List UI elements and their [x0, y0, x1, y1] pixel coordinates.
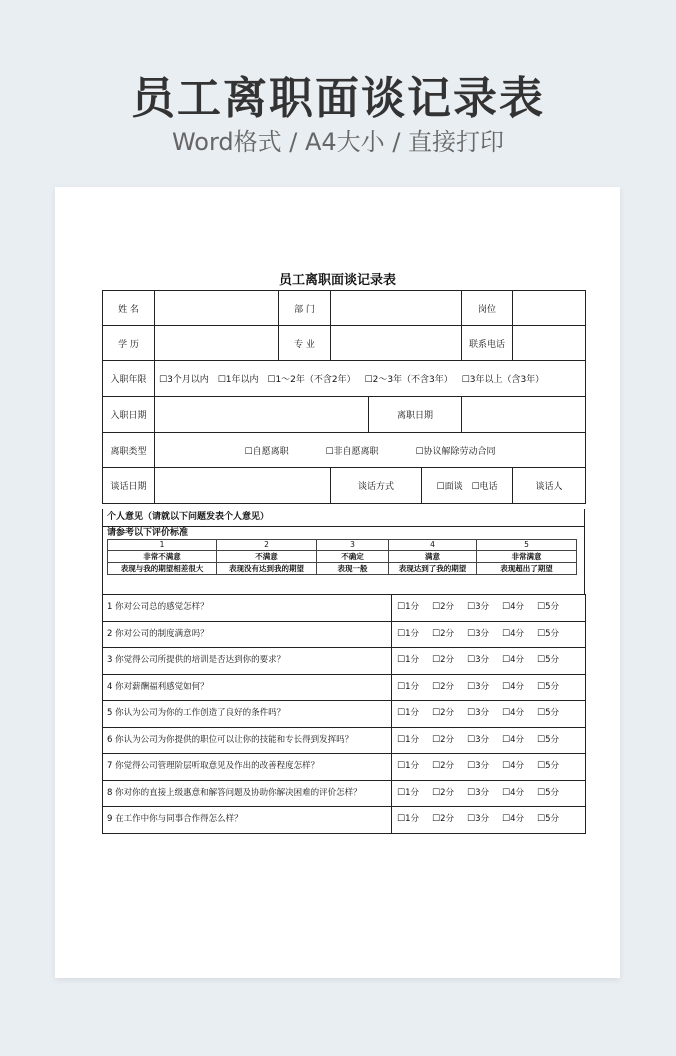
score-label: 4分 — [510, 655, 524, 666]
checkbox[interactable]: ☐ — [397, 787, 406, 798]
checkbox[interactable]: ☐ — [537, 602, 546, 613]
score-option[interactable] — [502, 708, 524, 719]
option-label: 电话 — [479, 482, 498, 492]
checkbox[interactable]: ☐ — [397, 602, 406, 613]
checkbox[interactable]: ☐ — [217, 375, 226, 385]
checkbox[interactable]: ☐ — [432, 602, 441, 613]
score-options — [392, 701, 586, 728]
score-option[interactable] — [537, 629, 559, 640]
score-option[interactable] — [397, 814, 419, 825]
question-row — [103, 701, 586, 728]
checkbox[interactable]: ☐ — [471, 482, 480, 492]
reference-heading: 请参考以下评价标准 — [102, 526, 585, 539]
question-row — [103, 595, 586, 622]
question-row — [103, 648, 586, 675]
score-label: 5分 — [545, 734, 559, 745]
leave-type-option[interactable] — [415, 444, 495, 457]
score-label: 2分 — [440, 708, 454, 719]
score-option[interactable] — [397, 629, 419, 640]
score-label: 4分 — [510, 681, 524, 692]
question-row — [103, 754, 586, 781]
score-label: 2分 — [440, 787, 454, 798]
score-label: 3分 — [475, 655, 489, 666]
score-option[interactable] — [432, 602, 454, 613]
option-label: 自愿离职 — [252, 446, 289, 457]
checkbox[interactable]: ☐ — [502, 602, 511, 613]
score-option[interactable] — [467, 735, 489, 746]
checkbox[interactable]: ☐ — [502, 814, 511, 825]
personal-opinion-heading: 个人意见（请就以下问题发表个人意见） — [102, 509, 585, 526]
score-label: 5分 — [545, 787, 559, 798]
score-label: 4分 — [510, 628, 524, 639]
checkbox[interactable]: ☐ — [461, 375, 470, 385]
score-option[interactable] — [467, 788, 489, 799]
score-label: 3分 — [475, 761, 489, 772]
checkbox[interactable]: ☐ — [502, 628, 511, 639]
score-option[interactable] — [502, 682, 524, 693]
scale-number: 2 — [217, 540, 317, 551]
score-option[interactable] — [432, 788, 454, 799]
hero-subtitle: Word格式 / A4大小 / 直接打印 — [171, 128, 505, 156]
education-label: 学 历 — [103, 326, 155, 361]
score-label: 4分 — [510, 787, 524, 798]
scale-description: 表现没有达到我的期望 — [217, 562, 317, 574]
score-option[interactable] — [537, 735, 559, 746]
question-text: 9 在工作中你与同事合作得怎么样？ — [103, 807, 392, 834]
score-options — [392, 727, 586, 754]
checkbox[interactable]: ☐ — [159, 375, 168, 385]
basic-info-table — [102, 290, 586, 504]
question-text: 3 你觉得公司所提供的培训是否达到你的要求？ — [103, 648, 392, 675]
score-option[interactable] — [432, 629, 454, 640]
department-label: 部 门 — [279, 291, 331, 326]
checkbox[interactable]: ☐ — [364, 375, 373, 385]
score-label: 4分 — [510, 734, 524, 745]
education-field[interactable] — [155, 326, 279, 361]
score-options — [392, 595, 586, 622]
score-label: 5分 — [545, 708, 559, 719]
interviewer-label: 谈话人 — [513, 468, 586, 504]
score-label: 1分 — [405, 761, 419, 772]
scale-number: 5 — [477, 540, 577, 551]
score-label: 3分 — [475, 787, 489, 798]
score-option[interactable] — [537, 708, 559, 719]
score-label: 2分 — [440, 681, 454, 692]
score-label: 4分 — [510, 602, 524, 613]
score-option[interactable] — [502, 761, 524, 772]
checkbox[interactable]: ☐ — [432, 681, 441, 692]
score-label: 3分 — [475, 734, 489, 745]
score-label: 3分 — [475, 708, 489, 719]
phone-field[interactable] — [513, 326, 586, 361]
method-option[interactable] — [436, 479, 462, 492]
join-date-label: 入职日期 — [103, 397, 155, 433]
score-option[interactable] — [537, 814, 559, 825]
score-label: 3分 — [475, 681, 489, 692]
document-title: 员工离职面谈记录表 — [278, 273, 396, 288]
question-text: 6 你认为公司为你提供的职位可以让你的技能和专长得到发挥吗？ — [103, 727, 392, 754]
tenure-options — [155, 361, 586, 397]
interview-date-label: 谈话日期 — [103, 468, 155, 504]
option-label: 非自愿离职 — [333, 446, 379, 457]
score-option[interactable] — [432, 735, 454, 746]
score-label: 3分 — [475, 602, 489, 613]
score-option[interactable] — [397, 788, 419, 799]
checkbox[interactable]: ☐ — [537, 708, 546, 719]
tenure-label: 入职年限 — [103, 361, 155, 397]
checkbox[interactable]: ☐ — [432, 761, 441, 772]
scale-level: 不确定 — [317, 550, 389, 562]
position-field[interactable] — [513, 291, 586, 326]
department-field[interactable] — [331, 291, 462, 326]
score-option[interactable] — [537, 788, 559, 799]
score-label: 3分 — [475, 814, 489, 825]
checkbox[interactable]: ☐ — [415, 446, 424, 457]
checkbox[interactable]: ☐ — [502, 681, 511, 692]
score-label: 5分 — [545, 681, 559, 692]
checkbox[interactable]: ☐ — [502, 734, 511, 745]
question-text: 7 你觉得公司管理阶层听取意见及作出的改善程度怎样？ — [103, 754, 392, 781]
option-label: 3个月以内 — [167, 375, 209, 385]
checkbox[interactable]: ☐ — [325, 446, 334, 457]
checkbox[interactable]: ☐ — [537, 787, 546, 798]
score-option[interactable] — [467, 682, 489, 693]
scale-number: 1 — [108, 540, 217, 551]
question-row — [103, 674, 586, 701]
checkbox[interactable]: ☐ — [397, 655, 406, 666]
scale-level: 满意 — [389, 550, 477, 562]
score-label: 5分 — [545, 628, 559, 639]
checkbox[interactable]: ☐ — [467, 761, 476, 772]
scale-level: 不满意 — [217, 550, 317, 562]
score-option[interactable] — [502, 788, 524, 799]
score-option[interactable] — [397, 602, 419, 613]
checkbox[interactable]: ☐ — [467, 787, 476, 798]
major-label: 专 业 — [279, 326, 331, 361]
score-option[interactable] — [397, 761, 419, 772]
score-option[interactable] — [502, 602, 524, 613]
score-option[interactable] — [502, 814, 524, 825]
tenure-option[interactable] — [365, 372, 453, 385]
score-label: 2分 — [440, 734, 454, 745]
score-option[interactable] — [537, 602, 559, 613]
score-label: 2分 — [440, 655, 454, 666]
score-label: 1分 — [405, 602, 419, 613]
score-label: 5分 — [545, 814, 559, 825]
score-label: 1分 — [405, 814, 419, 825]
score-label: 2分 — [440, 814, 454, 825]
checkbox[interactable]: ☐ — [397, 708, 406, 719]
checkbox[interactable]: ☐ — [432, 628, 441, 639]
score-option[interactable] — [502, 629, 524, 640]
option-label: 2～3年（不含3年） — [372, 375, 453, 385]
score-option[interactable] — [432, 708, 454, 719]
checkbox[interactable]: ☐ — [397, 761, 406, 772]
scale-number: 4 — [389, 540, 477, 551]
score-option[interactable] — [502, 655, 524, 666]
checkbox[interactable]: ☐ — [537, 814, 546, 825]
score-label: 1分 — [405, 734, 419, 745]
interview-date-field[interactable] — [155, 468, 331, 504]
question-text: 1 你对公司总的感觉怎样？ — [103, 595, 392, 622]
checkbox[interactable]: ☐ — [436, 482, 445, 492]
position-label: 岗位 — [462, 291, 513, 326]
leave-type-options — [155, 433, 586, 468]
scale-description: 表现达到了我的期望 — [389, 562, 477, 574]
score-label: 2分 — [440, 628, 454, 639]
name-label: 姓 名 — [103, 291, 155, 326]
checkbox[interactable]: ☐ — [537, 655, 546, 666]
join-date-field[interactable] — [155, 397, 369, 433]
question-row — [103, 780, 586, 807]
leave-type-option[interactable] — [245, 444, 289, 457]
score-option[interactable] — [467, 708, 489, 719]
score-label: 5分 — [545, 655, 559, 666]
score-label: 5分 — [545, 602, 559, 613]
checkbox[interactable]: ☐ — [267, 375, 276, 385]
score-label: 2分 — [440, 761, 454, 772]
checkbox[interactable]: ☐ — [467, 681, 476, 692]
checkbox[interactable]: ☐ — [537, 734, 546, 745]
score-label: 1分 — [405, 681, 419, 692]
leave-date-field[interactable] — [462, 397, 586, 433]
checkbox[interactable]: ☐ — [432, 708, 441, 719]
question-row — [103, 807, 586, 834]
question-text: 2 你对公司的制度满意吗？ — [103, 621, 392, 648]
scale-description: 表现一般 — [317, 562, 389, 574]
option-label: 1～2年（不含2年） — [275, 375, 356, 385]
tenure-option[interactable] — [159, 372, 209, 385]
option-label: 面谈 — [444, 482, 463, 492]
score-options — [392, 807, 586, 834]
score-label: 5分 — [545, 761, 559, 772]
score-label: 3分 — [475, 628, 489, 639]
score-option[interactable] — [537, 761, 559, 772]
checkbox[interactable]: ☐ — [467, 708, 476, 719]
checkbox[interactable]: ☐ — [397, 628, 406, 639]
checkbox[interactable]: ☐ — [502, 655, 511, 666]
score-label: 4分 — [510, 708, 524, 719]
option-label: 1年以内 — [225, 375, 259, 385]
score-option[interactable] — [467, 761, 489, 772]
checkbox[interactable]: ☐ — [432, 734, 441, 745]
checkbox[interactable]: ☐ — [397, 681, 406, 692]
rating-scale-table — [107, 539, 577, 575]
leave-date-label: 离职日期 — [369, 397, 462, 433]
score-label: 2分 — [440, 602, 454, 613]
leave-type-option[interactable] — [325, 444, 378, 457]
score-option[interactable] — [397, 655, 419, 666]
method-option[interactable] — [471, 479, 497, 492]
score-label: 1分 — [405, 787, 419, 798]
score-options — [392, 648, 586, 675]
major-field[interactable] — [331, 326, 462, 361]
score-option[interactable] — [502, 735, 524, 746]
scale-description: 表现与我的期望相差很大 — [108, 562, 217, 574]
checkbox[interactable]: ☐ — [502, 787, 511, 798]
document-page — [55, 187, 620, 978]
score-option[interactable] — [432, 655, 454, 666]
score-option[interactable] — [432, 682, 454, 693]
checkbox[interactable]: ☐ — [244, 446, 253, 457]
checkbox[interactable]: ☐ — [397, 734, 406, 745]
score-option[interactable] — [467, 655, 489, 666]
score-option[interactable] — [467, 814, 489, 825]
tenure-option[interactable] — [462, 372, 545, 385]
question-text: 8 你对你的直接上级惠意和解答问题及协助你解决困难的评价怎样？ — [103, 780, 392, 807]
score-options — [392, 754, 586, 781]
tenure-option[interactable] — [267, 372, 355, 385]
score-option[interactable] — [537, 682, 559, 693]
score-label: 1分 — [405, 708, 419, 719]
checkbox[interactable]: ☐ — [432, 814, 441, 825]
score-label: 1分 — [405, 628, 419, 639]
name-field[interactable] — [155, 291, 279, 326]
score-option[interactable] — [397, 682, 419, 693]
score-option[interactable] — [432, 814, 454, 825]
checkbox[interactable]: ☐ — [397, 814, 406, 825]
checkbox[interactable]: ☐ — [502, 761, 511, 772]
interview-method-label: 谈话方式 — [331, 468, 422, 504]
hero-title: 员工离职面谈记录表 — [131, 73, 545, 124]
leave-type-label: 离职类型 — [103, 433, 155, 468]
score-options — [392, 621, 586, 648]
scale-number: 3 — [317, 540, 389, 551]
checkbox[interactable]: ☐ — [467, 628, 476, 639]
checkbox[interactable]: ☐ — [467, 734, 476, 745]
scale-description: 表现超出了期望 — [477, 562, 577, 574]
question-row — [103, 621, 586, 648]
score-label: 4分 — [510, 814, 524, 825]
checkbox[interactable]: ☐ — [432, 655, 441, 666]
score-options — [392, 780, 586, 807]
scale-level: 非常满意 — [477, 550, 577, 562]
score-option[interactable] — [397, 708, 419, 719]
score-option[interactable] — [397, 735, 419, 746]
score-option[interactable] — [467, 629, 489, 640]
checkbox[interactable]: ☐ — [502, 708, 511, 719]
checkbox[interactable]: ☐ — [537, 681, 546, 692]
interview-method-options — [422, 468, 513, 504]
question-text: 4 你对薪酬福利感觉如何？ — [103, 674, 392, 701]
question-row — [103, 727, 586, 754]
phone-label: 联系电话 — [462, 326, 513, 361]
score-option[interactable] — [432, 761, 454, 772]
checkbox[interactable]: ☐ — [537, 761, 546, 772]
checkbox[interactable]: ☐ — [467, 814, 476, 825]
option-label: 3年以上（含3年） — [469, 375, 545, 385]
checkbox[interactable]: ☐ — [467, 655, 476, 666]
checkbox[interactable]: ☐ — [537, 628, 546, 639]
option-label: 协议解除劳动合同 — [423, 446, 496, 457]
question-text: 5 你认为公司为你的工作创造了良好的条件吗？ — [103, 701, 392, 728]
checkbox[interactable]: ☐ — [467, 602, 476, 613]
score-label: 1分 — [405, 655, 419, 666]
question-table — [102, 594, 586, 834]
score-options — [392, 674, 586, 701]
score-label: 4分 — [510, 761, 524, 772]
score-option[interactable] — [467, 602, 489, 613]
scale-level: 非常不满意 — [108, 550, 217, 562]
score-option[interactable] — [537, 655, 559, 666]
tenure-option[interactable] — [218, 372, 259, 385]
checkbox[interactable]: ☐ — [432, 787, 441, 798]
